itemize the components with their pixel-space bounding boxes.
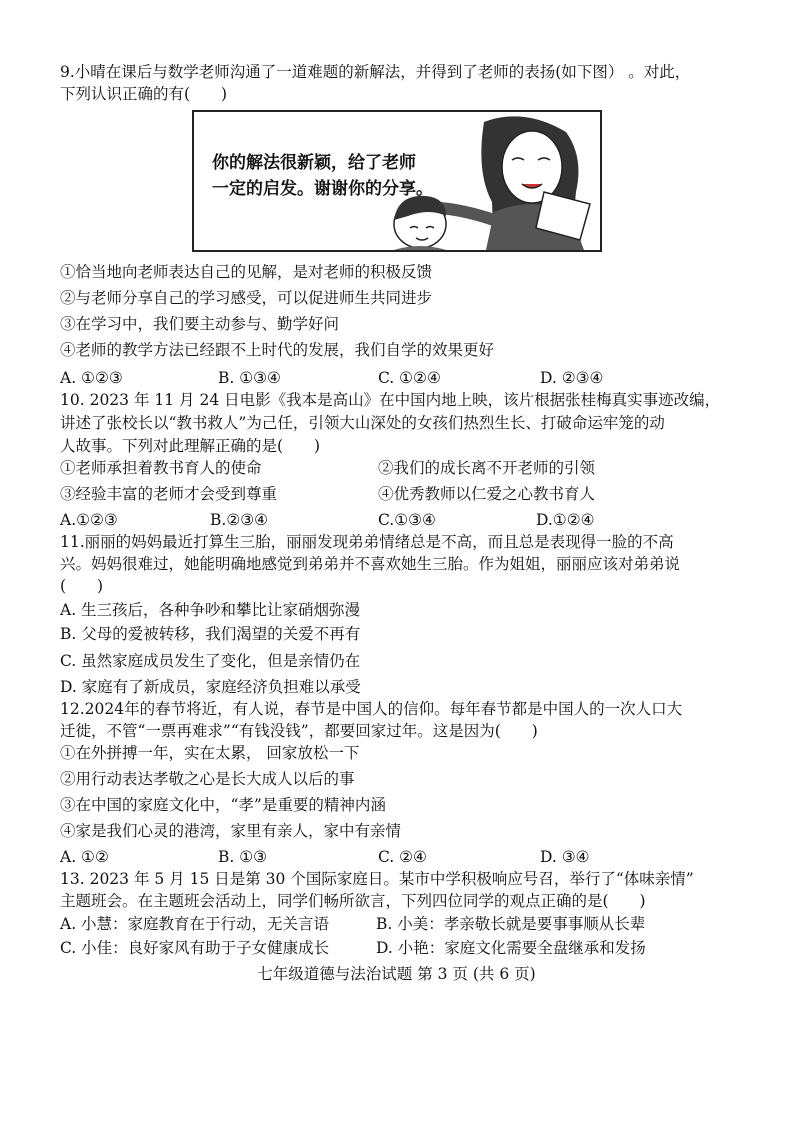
q10-item-2: ②我们的成长离不开老师的引领 — [378, 459, 596, 477]
q9-cartoon-illustration — [192, 110, 602, 252]
q11-option-a[interactable]: A. 生三孩后，各种争吵和攀比让家硝烟弥漫 — [60, 601, 361, 619]
q11-option-c[interactable]: C. 虽然家庭成员发生了变化，但是亲情仍在 — [60, 652, 361, 670]
cartoon-speech-text — [212, 150, 433, 202]
speech-line-1: 你的解法很新颖，给了老师 — [212, 153, 416, 173]
q9-option-d[interactable]: D. ②③④ — [540, 369, 604, 387]
q9-option-b[interactable]: B. ①③④ — [218, 369, 281, 387]
q9-item-1: ①恰当地向老师表达自己的见解，是对老师的积极反馈 — [60, 263, 433, 281]
q11-stem-line3: ( ) — [60, 577, 104, 595]
q13-option-a[interactable]: A. 小慧：家庭教育在于行动，无关言语 — [60, 915, 330, 933]
q11-option-b[interactable]: B. 父母的爱被转移，我们渴望的关爱不再有 — [60, 625, 361, 643]
q9-item-4: ④老师的教学方法已经跟不上时代的发展，我们自学的效果更好 — [60, 341, 495, 359]
q11-stem-line1: 11.丽丽的妈妈最近打算生三胎，丽丽发现弟弟情绪总是不高，而且总是表现得一脸的不高 — [60, 533, 674, 551]
q10-stem-line2: 讲述了张校长以“教书救人”为己任，引领大山深处的女孩们热烈生长、打破命运牢笼的动 — [60, 414, 665, 432]
q12-option-d[interactable]: D. ③④ — [540, 848, 590, 866]
q10-item-4: ④优秀教师以仁爱之心教书育人 — [378, 485, 596, 503]
q10-option-d[interactable]: D.①②④ — [536, 511, 595, 529]
q12-option-b[interactable]: B. ①③ — [218, 848, 268, 866]
q13-option-c[interactable]: C. 小佳：良好家风有助于子女健康成长 — [60, 939, 330, 957]
q9-item-3: ③在学习中，我们要主动参与、勤学好问 — [60, 315, 340, 333]
q12-option-c[interactable]: C. ②④ — [378, 848, 427, 866]
q13-stem-line1: 13. 2023 年 5 月 15 日是第 30 个国际家庭日。某市中学积极响应号召，举行了“体味亲情” — [60, 870, 694, 888]
q9-item-2: ②与老师分享自己的学习感受，可以促进师生共同进步 — [60, 289, 433, 307]
page-footer: 七年级道德与法治试题 第 3 页 (共 6 页) — [257, 965, 536, 983]
q9-option-c[interactable]: C. ①②④ — [378, 369, 441, 387]
q9-stem-line1: 9.小晴在课后与数学老师沟通了一道难题的新解法，并得到了老师的表扬(如下图） 。对此， — [60, 63, 691, 81]
q12-stem-line2: 迁徙，不管“一票再难求”“有钱没钱”，都要回家过年。这是因为( ) — [60, 722, 538, 740]
q10-option-a[interactable]: A.①②③ — [60, 511, 118, 529]
q10-option-b[interactable]: B.②③④ — [210, 511, 269, 529]
q13-stem-line2: 主题班会。在主题班会活动上，同学们畅所欲言，下列四位同学的观点正确的是( ) — [60, 892, 646, 910]
q10-stem-line3: 人故事。下列对此理解正确的是( ) — [60, 437, 321, 455]
q10-option-c[interactable]: C.①③④ — [378, 511, 436, 529]
speech-line-2: 一定的启发。谢谢你的分享。 — [212, 179, 433, 199]
q12-item-4: ④家是我们心灵的港湾，家里有亲人，家中有亲情 — [60, 822, 402, 840]
q10-item-1: ①老师承担着教书育人的使命 — [60, 459, 262, 477]
q13-option-d[interactable]: D. 小艳：家庭文化需要全盘继承和发扬 — [376, 939, 646, 957]
q10-item-3: ③经验丰富的老师才会受到尊重 — [60, 485, 278, 503]
q12-item-1: ①在外拼搏一年，实在太累， 回家放松一下 — [60, 744, 360, 762]
q11-stem-line2: 兴。妈妈很难过，她能明确地感觉到弟弟并不喜欢她生三胎。作为姐姐，丽丽应该对弟弟说 — [60, 555, 681, 573]
q13-option-b[interactable]: B. 小美：孝亲敬长就是要事事顺从长辈 — [376, 915, 646, 933]
q12-option-a[interactable]: A. ①② — [60, 848, 109, 866]
q12-stem-line1: 12.2024年的春节将近，有人说，春节是中国人的信仰。每年春节都是中国人的一次人口大 — [60, 700, 683, 718]
q10-stem-line1: 10. 2023 年 11 月 24 日电影《我本是高山》在中国内地上映，该片根据张桂梅真实事迹改编， — [60, 391, 721, 409]
q12-item-2: ②用行动表达孝敬之心是长大成人以后的事 — [60, 770, 355, 788]
q9-stem-line2: 下列认识正确的有( ) — [60, 85, 228, 103]
q12-item-3: ③在中国的家庭文化中，“孝”是重要的精神内涵 — [60, 796, 386, 814]
q9-option-a[interactable]: A. ①②③ — [60, 369, 123, 387]
q11-option-d[interactable]: D. 家庭有了新成员，家庭经济负担难以承受 — [60, 678, 361, 696]
